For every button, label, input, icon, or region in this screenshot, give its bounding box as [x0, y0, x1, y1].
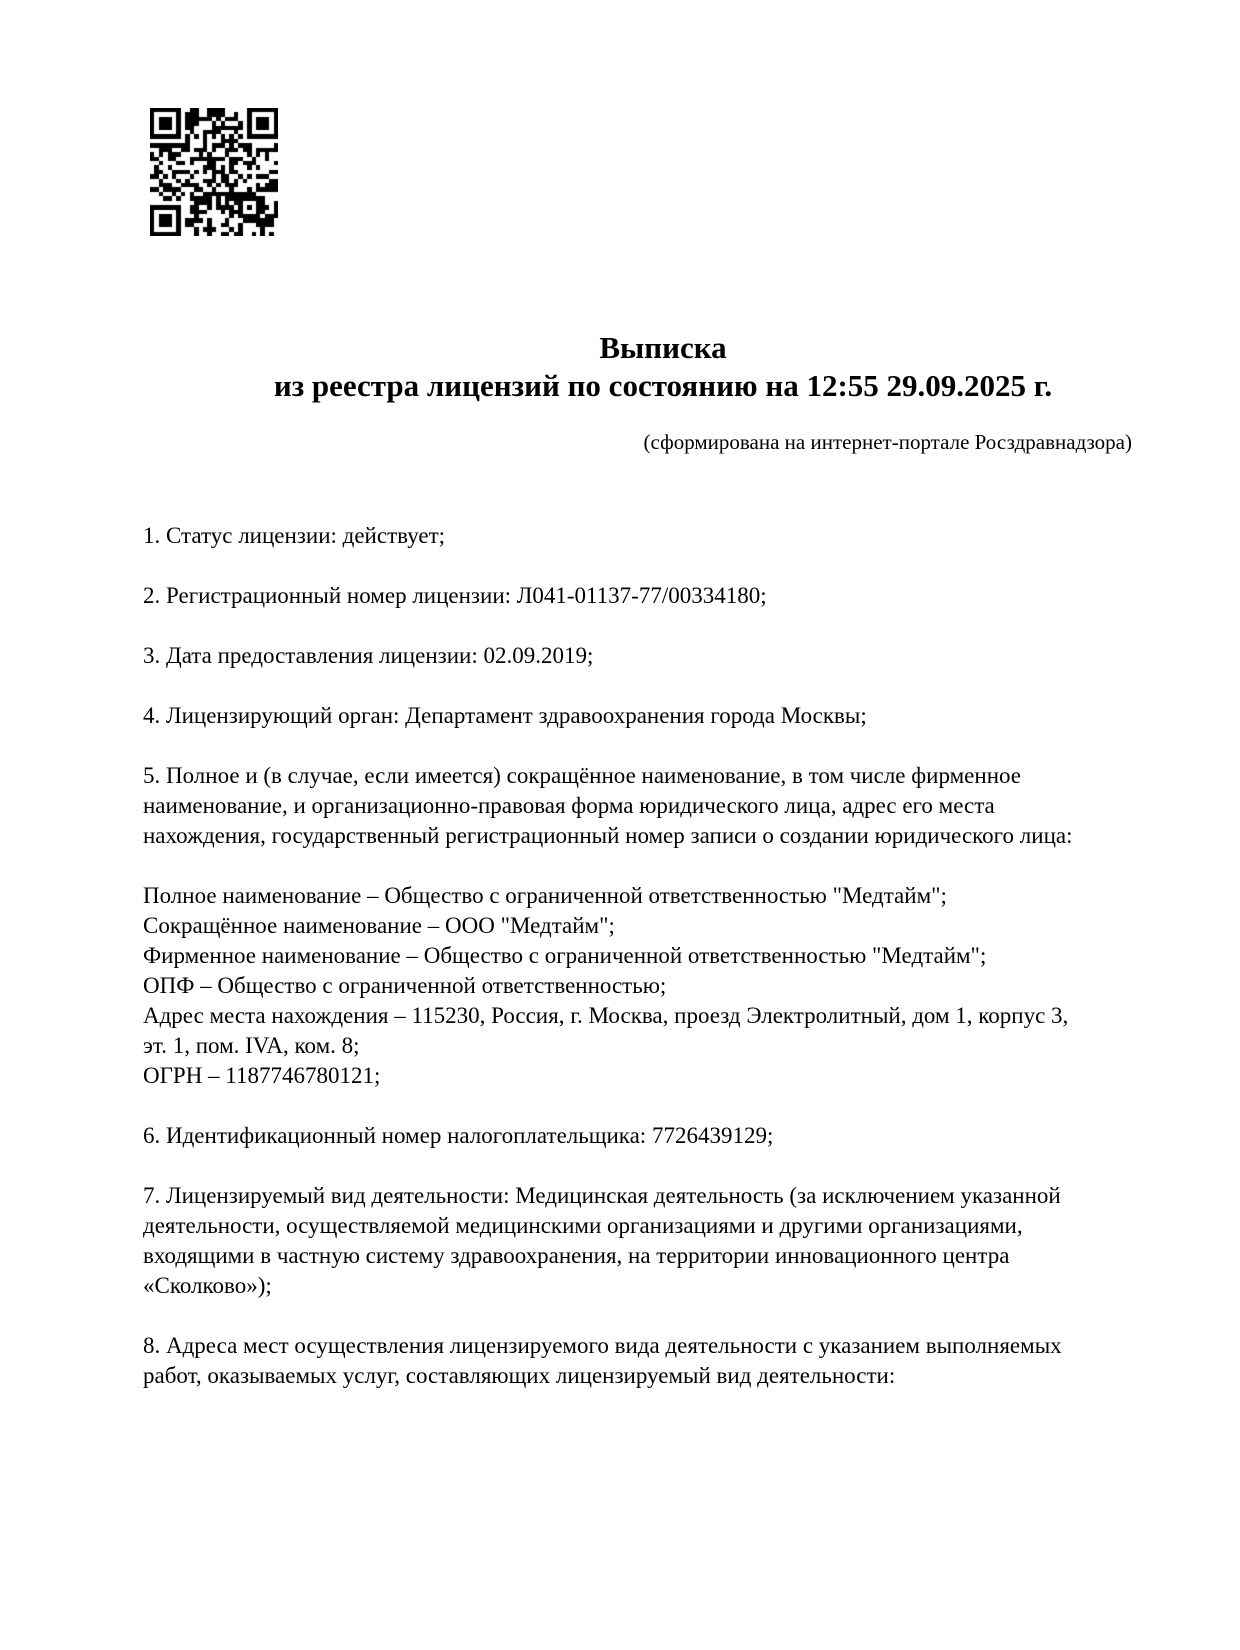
- text-line: 7. Лицензируемый вид деятельности: Медицинская деятельность (за исключением указанной: [143, 1183, 1061, 1208]
- text-line: Полное наименование – Общество с ограниченной ответственностью "Медтайм";: [143, 883, 947, 908]
- paragraph-names-intro: [143, 761, 1128, 851]
- paragraph-addresses-intro: [143, 1331, 1128, 1391]
- text-line: 3. Дата предоставления лицензии: 02.09.2019;: [143, 643, 594, 668]
- document-title-line2: из реестра лицензий по состоянию на 12:55 29.09.2025 г.: [273, 368, 1053, 403]
- text-line: 6. Идентификационный номер налогоплательщика: 7726439129;: [143, 1123, 774, 1148]
- text-line: 2. Регистрационный номер лицензии: Л041-01137-77/00334180;: [143, 583, 767, 608]
- text-line: эт. 1, пом. IVA, ком. 8;: [143, 1033, 360, 1058]
- paragraph-company-details: [143, 881, 1128, 1091]
- text-line: Фирменное наименование – Общество с ограниченной ответственностью "Медтайм";: [143, 943, 987, 968]
- document-body: [143, 521, 1128, 1391]
- paragraph-licensing-authority: [143, 701, 1128, 731]
- text-line: ОГРН – 1187746780121;: [143, 1063, 381, 1088]
- paragraph-reg-number: [143, 581, 1128, 611]
- document-title-line1: Выписка: [599, 330, 727, 365]
- text-line: деятельности, осуществляемой медицинскими организациями и другими организациями,: [143, 1213, 1023, 1238]
- text-line: «Сколково»);: [143, 1273, 272, 1298]
- paragraph-license-date: [143, 641, 1128, 671]
- paragraph-activity-type: [143, 1181, 1128, 1301]
- text-line: наименование, и организационно-правовая форма юридического лица, адрес его места: [143, 793, 995, 818]
- text-line: нахождения, государственный регистрационный номер записи о создании юридического лица:: [143, 823, 1073, 848]
- text-line: Сокращённое наименование – ООО "Медтайм";: [143, 913, 615, 938]
- qr-code: [150, 108, 278, 236]
- document-subtitle: (сформирована на интернет-портале Росздравнадзора): [643, 430, 1132, 454]
- text-line: входящими в частную систему здравоохранения, на территории инновационного центра: [143, 1243, 1010, 1268]
- paragraph-inn: [143, 1121, 1128, 1151]
- text-line: 1. Статус лицензии: действует;: [143, 523, 446, 548]
- text-line: 5. Полное и (в случае, если имеется) сокращённое наименование, в том числе фирменное: [143, 763, 1021, 788]
- text-line: 8. Адреса мест осуществления лицензируемого вида деятельности с указанием выполняемых: [143, 1333, 1062, 1358]
- paragraph-status: [143, 521, 1128, 551]
- text-line: ОПФ – Общество с ограниченной ответственностью;: [143, 973, 667, 998]
- text-line: 4. Лицензирующий орган: Департамент здравоохранения города Москвы;: [143, 703, 867, 728]
- document-title: [143, 329, 1183, 405]
- text-line: работ, оказываемых услуг, составляющих лицензируемый вид деятельности:: [143, 1363, 896, 1388]
- text-line: Адрес места нахождения – 115230, Россия, г. Москва, проезд Электролитный, дом 1, корпус 3,: [143, 1003, 1069, 1028]
